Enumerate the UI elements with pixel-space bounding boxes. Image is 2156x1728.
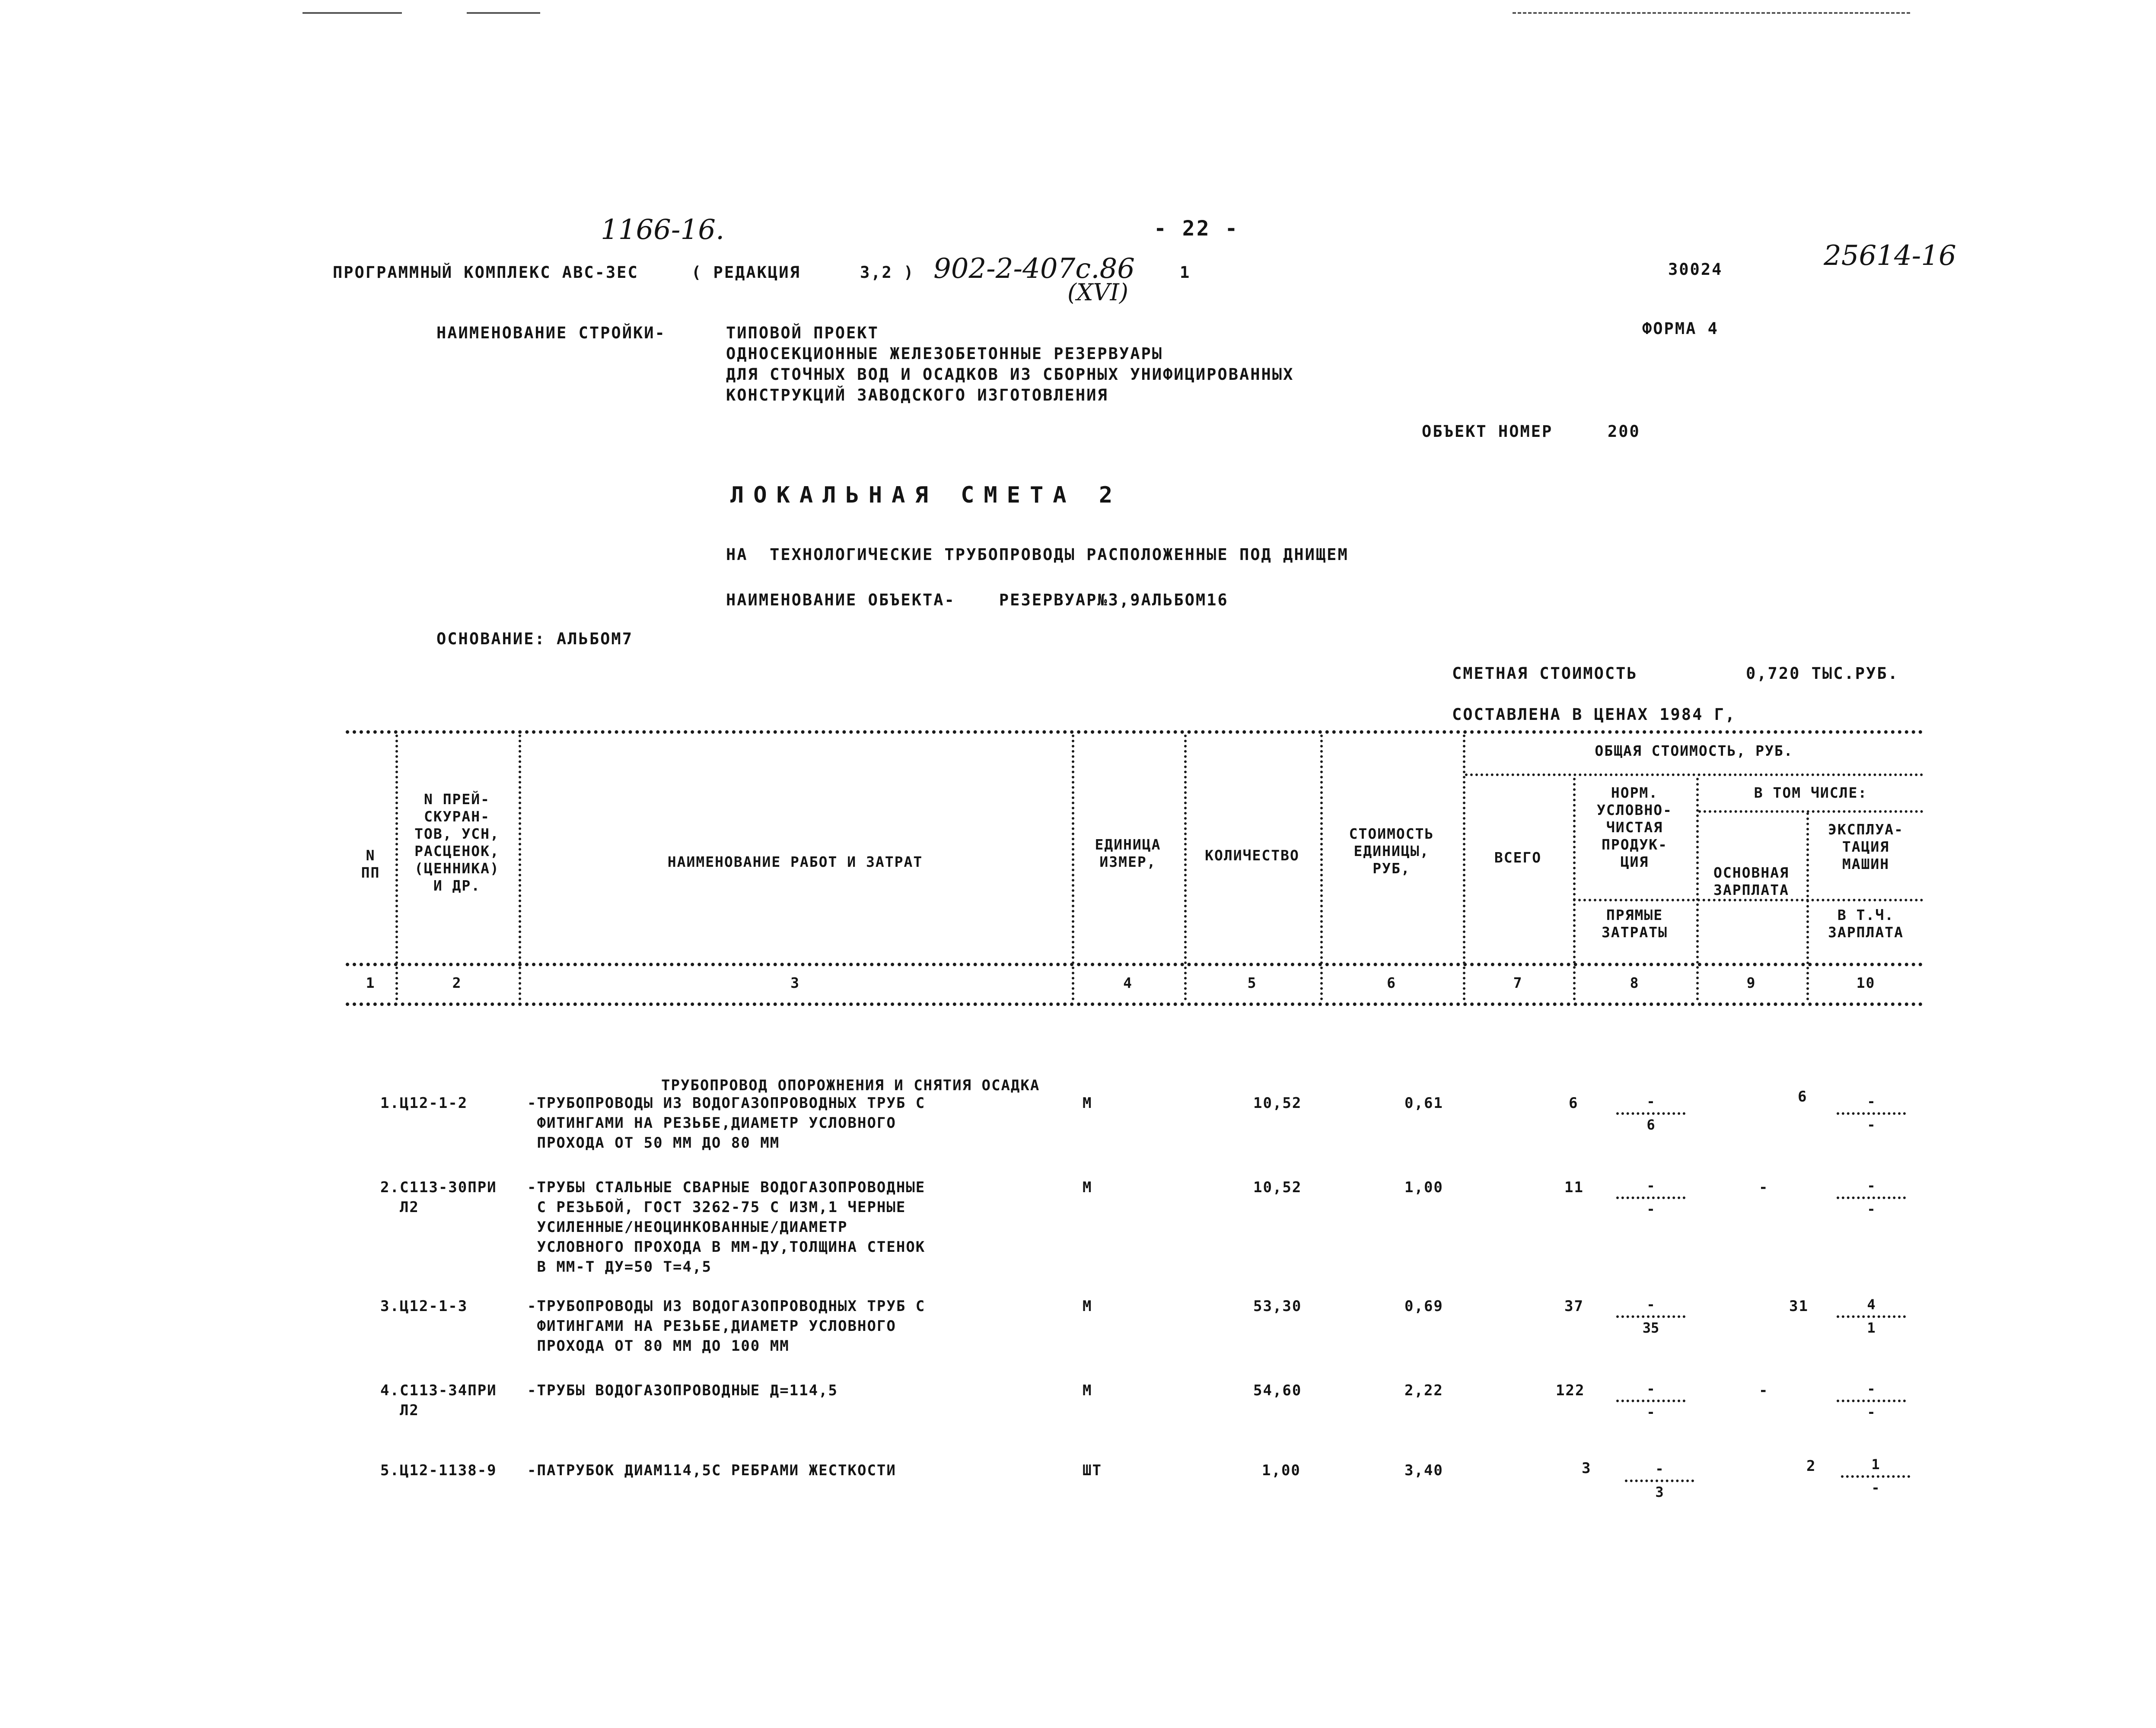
- fraction-bottom: -: [1867, 1201, 1876, 1217]
- column-number: 4: [1123, 974, 1133, 991]
- row-net-production: [1616, 1461, 1703, 1499]
- row-machinery: [1828, 1177, 1914, 1216]
- prices-label: СОСТАВЛЕНА В ЦЕНАХ 1984 Г,: [1452, 705, 1736, 724]
- column-number: 5: [1247, 974, 1257, 991]
- row-unit: М: [1083, 1382, 1092, 1399]
- scan-line: [467, 12, 540, 14]
- document-title: ЛОКАЛЬНАЯ СМЕТА 2: [730, 482, 1122, 508]
- row-unit-cost: 3,40: [1404, 1462, 1443, 1479]
- row-machinery-lead: 31: [1789, 1298, 1809, 1315]
- header-base-salary: ОСНОВНАЯ ЗАРПЛАТА: [1713, 864, 1789, 898]
- fraction-top: 1: [1871, 1456, 1880, 1473]
- header-total: ВСЕГО: [1494, 849, 1542, 866]
- handwritten-number-right: 25614-16: [1824, 240, 1956, 272]
- row-description: -ТРУБЫ СТАЛЬНЫЕ СВАРНЫЕ ВОДОГАЗОПРОВОДНЫЕ С РЕЗЬБОЙ, ГОСТ 3262-75 С ИЗМ,1 ЧЕРНЫЕ УСИЛЕННЫЕ/НЕОЦИНКОВАННЫЕ/ДИАМЕТР УСЛОВНОГО ПРОХОДА В ММ-ДУ,ТОЛЩИНА СТЕНОК В ММ-Т ДУ=50 Т=4,5: [527, 1179, 926, 1276]
- row-quantity: 1,00: [1262, 1462, 1301, 1479]
- header-net-production: НОРМ. УСЛОВНО- ЧИСТАЯ ПРОДУК- ЦИЯ: [1597, 784, 1672, 870]
- header-including: В ТОМ ЧИСЛЕ:: [1754, 784, 1868, 801]
- handwritten-number-left: 1166-16.: [601, 214, 725, 246]
- cost-label: СМЕТНАЯ СТОИМОСТЬ: [1452, 664, 1638, 683]
- column-number: 9: [1746, 974, 1756, 991]
- column-number: 2: [452, 974, 462, 991]
- row-description: -ТРУБОПРОВОДЫ ИЗ ВОДОГАЗОПРОВОДНЫХ ТРУБ С ФИТИНГАМИ НА РЕЗЬБЕ,ДИАМЕТР УСЛОВНОГО ПРОХОДА ОТ 50 ММ ДО 80 ММ: [527, 1095, 926, 1152]
- column-number: 6: [1387, 974, 1396, 991]
- fraction-top: 4: [1867, 1296, 1876, 1313]
- row-total: 11: [1564, 1179, 1584, 1196]
- fraction-bar: [1837, 1400, 1906, 1402]
- row-code: 1.Ц12-1-2: [380, 1095, 468, 1112]
- header-unit-cost: СТОИМОСТЬ ЕДИНИЦЫ, РУБ,: [1349, 825, 1434, 877]
- fraction-bottom: 3: [1655, 1484, 1664, 1500]
- row-code: 5.Ц12-1138-9: [380, 1462, 497, 1479]
- row-unit-cost: 2,22: [1404, 1382, 1443, 1399]
- fraction-bar: [1625, 1480, 1694, 1482]
- fraction-bottom: -: [1871, 1480, 1880, 1496]
- fraction-top: -: [1646, 1177, 1655, 1194]
- project-line: ОДНОСЕКЦИОННЫЕ ЖЕЛЕЗОБЕТОННЫЕ РЕЗЕРВУАРЫ: [726, 344, 1163, 363]
- fraction-bar: [1616, 1400, 1685, 1402]
- row-machinery-lead: 2: [1806, 1458, 1816, 1475]
- edition-number: 3,2 ): [860, 263, 915, 282]
- row-net-production: [1608, 1381, 1694, 1419]
- row-total: 6: [1569, 1095, 1579, 1112]
- row-description: -ТРУБОПРОВОДЫ ИЗ ВОДОГАЗОПРОВОДНЫХ ТРУБ С ФИТИНГАМИ НА РЕЗЬБЕ,ДИАМЕТР УСЛОВНОГО ПРОХОДА ОТ 80 ММ ДО 100 ММ: [527, 1298, 926, 1355]
- fraction-bottom: -: [1646, 1404, 1655, 1420]
- row-total: 3: [1582, 1460, 1592, 1477]
- fraction-top: -: [1646, 1381, 1655, 1397]
- row-machinery: [1828, 1093, 1914, 1132]
- program-name: ПРОГРАММНЫЙ КОМПЛЕКС АВС-ЗЕС: [333, 263, 639, 282]
- fraction-bottom: 35: [1642, 1320, 1659, 1336]
- row-total: 37: [1564, 1298, 1584, 1315]
- fraction-bar: [1616, 1315, 1685, 1318]
- header-quantity: КОЛИЧЕСТВО: [1205, 847, 1299, 864]
- fraction-bar: [1841, 1475, 1910, 1478]
- table-rule: [1465, 773, 1923, 776]
- table-rule: [346, 1002, 1923, 1006]
- object-number: 200: [1608, 422, 1640, 441]
- row-quantity: 10,52: [1253, 1179, 1302, 1196]
- row-machinery: [1832, 1456, 1919, 1495]
- table-divider: [1184, 735, 1187, 1000]
- fraction-top: -: [1867, 1093, 1876, 1110]
- basis-label: ОСНОВАНИЕ: АЛЬБОМ7: [436, 630, 633, 648]
- column-number: 1: [366, 974, 376, 991]
- fraction-bottom: -: [1867, 1117, 1876, 1133]
- fraction-bar: [1616, 1112, 1685, 1115]
- table-divider: [1463, 735, 1465, 1000]
- row-base-salary: -: [1759, 1382, 1769, 1399]
- object-name: НАИМЕНОВАНИЕ ОБЪЕКТА- РЕЗЕРВУАР№3,9АЛЬБОМ16: [726, 591, 1229, 609]
- fraction-bar: [1837, 1197, 1906, 1199]
- fraction-bar: [1837, 1112, 1906, 1115]
- page-number: - 22 -: [1154, 216, 1239, 241]
- header-price-code: N ПРЕЙ- СКУРАН- ТОВ, УСН, РАСЦЕНОК, (ЦЕННИКА) И ДР.: [414, 791, 500, 894]
- row-code: 4.С113-34ПРИ Л2: [380, 1382, 497, 1419]
- fraction-top: -: [1646, 1296, 1655, 1313]
- fraction-bottom: 1: [1867, 1320, 1876, 1336]
- header-direct-costs: ПРЯМЫЕ ЗАТРАТЫ: [1601, 907, 1668, 941]
- row-base-salary: -: [1759, 1179, 1769, 1196]
- column-number: 8: [1630, 974, 1640, 991]
- fraction-bar: [1837, 1315, 1906, 1318]
- header-machinery: ЭКСПЛУА- ТАЦИЯ МАШИН: [1828, 821, 1904, 872]
- row-machinery: [1828, 1296, 1914, 1335]
- scan-line: [1513, 12, 1910, 14]
- fraction-bar: [1616, 1197, 1685, 1199]
- cost-value: 0,720 ТЫС.РУБ.: [1746, 664, 1899, 683]
- row-unit: ШТ: [1083, 1462, 1102, 1479]
- document-code: 30024: [1668, 260, 1723, 279]
- table-rule: [1573, 899, 1923, 901]
- row-description: -ТРУБЫ ВОДОГАЗОПРОВОДНЫЕ Д=114,5: [527, 1382, 838, 1399]
- estimate-subject: НА ТЕХНОЛОГИЧЕСКИЕ ТРУБОПРОВОДЫ РАСПОЛОЖЕННЫЕ ПОД ДНИЩЕМ: [726, 545, 1349, 564]
- row-unit: М: [1083, 1298, 1092, 1315]
- project-line: ДЛЯ СТОЧНЫХ ВОД И ОСАДКОВ ИЗ СБОРНЫХ УНИФИЦИРОВАННЫХ: [726, 365, 1294, 384]
- fraction-bottom: -: [1646, 1201, 1655, 1217]
- fraction-top: -: [1867, 1381, 1876, 1397]
- project-line: ТИПОВОЙ ПРОЕКТ: [726, 324, 879, 342]
- header-number: N ПП: [361, 847, 380, 881]
- row-net-production: [1608, 1177, 1694, 1216]
- row-total: 122: [1556, 1382, 1585, 1399]
- section-title: ТРУБОПРОВОД ОПОРОЖНЕНИЯ И СНЯТИЯ ОСАДКА: [661, 1077, 1040, 1094]
- row-machinery: [1828, 1381, 1914, 1419]
- row-quantity: 54,60: [1253, 1382, 1302, 1399]
- fraction-bottom: -: [1867, 1404, 1876, 1420]
- row-unit: М: [1083, 1095, 1092, 1112]
- fraction-top: -: [1646, 1093, 1655, 1110]
- row-description: -ПАТРУБОК ДИАМ114,5С РЕБРАМИ ЖЕСТКОСТИ: [527, 1462, 896, 1479]
- row-code: 3.Ц12-1-3: [380, 1298, 468, 1315]
- fraction-top: -: [1655, 1461, 1664, 1477]
- column-number: 10: [1856, 974, 1876, 991]
- header-machinery-salary: В Т.Ч. ЗАРПЛАТА: [1828, 907, 1904, 941]
- column-number: 3: [790, 974, 800, 991]
- fraction-bottom: 6: [1646, 1117, 1655, 1133]
- header-description: НАИМЕНОВАНИЕ РАБОТ И ЗАТРАТ: [667, 853, 923, 870]
- edition-label: ( РЕДАКЦИЯ: [691, 263, 801, 282]
- row-net-production: [1608, 1093, 1694, 1132]
- row-machinery-lead: 6: [1798, 1088, 1808, 1105]
- column-number: 7: [1513, 974, 1523, 991]
- header-total-group: ОБЩАЯ СТОИМОСТЬ, РУБ.: [1595, 742, 1793, 759]
- table-rule: [346, 730, 1923, 734]
- row-quantity: 10,52: [1253, 1095, 1302, 1112]
- table-rule: [346, 963, 1923, 966]
- row-unit: М: [1083, 1179, 1092, 1196]
- form-label: ФОРМА 4: [1642, 319, 1719, 338]
- table-rule: [1698, 810, 1923, 813]
- row-quantity: 53,30: [1253, 1298, 1302, 1315]
- handwritten-volume: (XVI): [1067, 279, 1128, 306]
- scan-line: [303, 12, 402, 14]
- handwritten-project-code: 902-2-407с.86: [933, 253, 1135, 285]
- row-unit-cost: 0,69: [1404, 1298, 1443, 1315]
- row-net-production: [1608, 1296, 1694, 1335]
- edition-close: 1: [1180, 263, 1191, 282]
- fraction-top: -: [1867, 1177, 1876, 1194]
- row-unit-cost: 1,00: [1404, 1179, 1443, 1196]
- construction-label: НАИМЕНОВАНИЕ СТРОЙКИ-: [436, 324, 666, 342]
- object-label: ОБЪЕКТ НОМЕР: [1422, 422, 1553, 441]
- project-line: КОНСТРУКЦИЙ ЗАВОДСКОГО ИЗГОТОВЛЕНИЯ: [726, 386, 1108, 404]
- row-code: 2.С113-30ПРИ Л2: [380, 1179, 497, 1216]
- row-unit-cost: 0,61: [1404, 1095, 1443, 1112]
- header-unit: ЕДИНИЦА ИЗМЕР,: [1095, 836, 1161, 870]
